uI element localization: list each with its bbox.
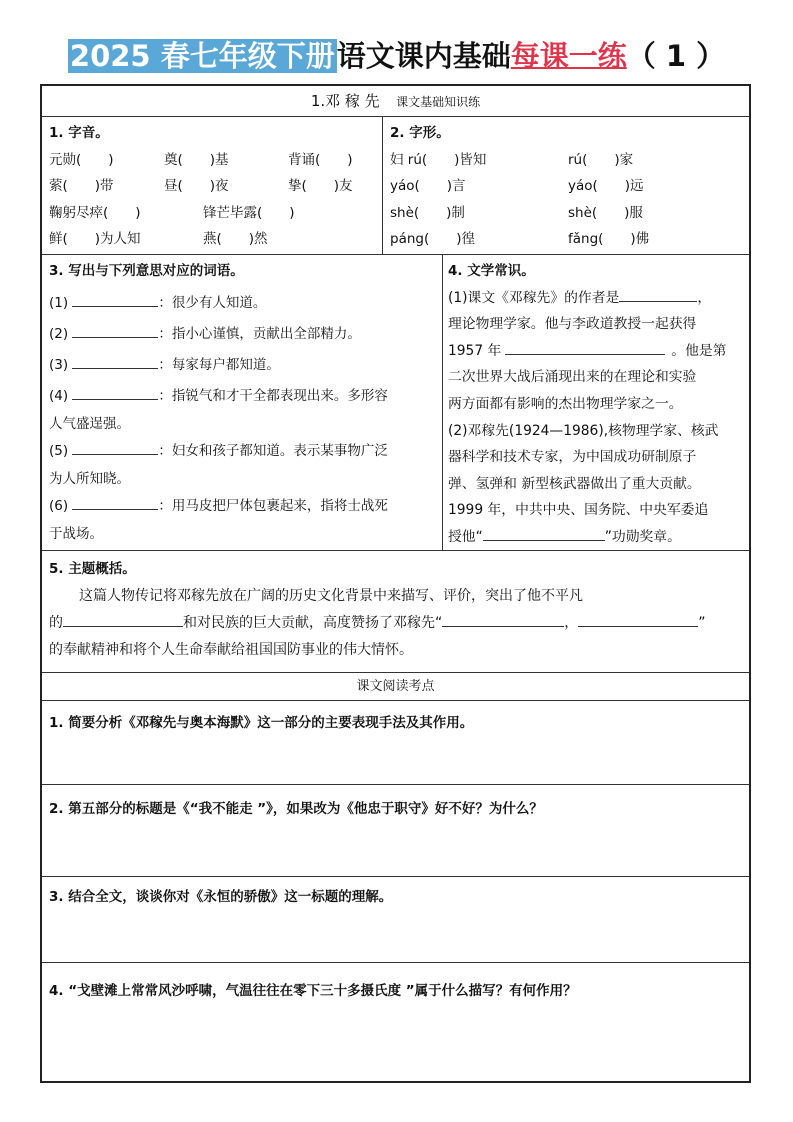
q1-row: 鲜( )为人知 燕( )然 [49,231,268,247]
worksheet [40,84,751,1083]
q1-row: 元勋( ) 奠( )基 背诵( ) [49,151,353,168]
q1-block [49,120,353,253]
answer-blank[interactable] [505,340,665,355]
answer-blank[interactable] [72,440,158,455]
answer-blank[interactable] [578,612,698,627]
reading-header: 课文阅读考点 [42,673,749,701]
title-subject: 语文课内基础 [336,39,511,73]
answer-blank[interactable] [619,287,697,302]
q4-block: 4. 文学常识。 (1)课文《邓稼先》的作者是 ， 理论物理学家。他与李政道教授一起获得 1957 年 。他是第 二次世界大战后涌现出来的在理论和实验 两方面都有影响的杰出物理学家之一。 (2)邓稼先(1924—1986),核物理学家、核武 器科学和技术专家，为中国成功研制原子 弹、氢弹和 新型核武器做出了重大贡献。 1999 年，中共中央、国务院、中央军委追 授他“ ”功勋奖章。 [448,258,726,551]
q1-heading: 1. 字音。 [49,125,109,141]
q1-row: 鞠躬尽瘁( ) 锋芒毕露( ) [49,204,295,221]
q2-block: 2. 字形。 妇 rú( )皆知 rú( )家 yáo( )言 yáo( )远 shè( )制 shè( )服 páng( )徨 fǎng( )佛 [390,120,649,253]
reading-question-4: 4. “戈壁滩上常常风沙呼啸，气温往往在零下三十多摄氏度 ”属于什么描写？有何作用？ [49,983,577,999]
q1-row: 萦( )带 昼( )夜 挚( )友 [49,178,353,194]
q3-heading: 3. 写出与下列意思对应的词语。 [49,263,244,279]
q4-heading: 4. 文学常识。 [448,263,535,279]
divider [442,255,443,551]
q5-heading: 5. 主题概括。 [49,561,136,577]
title-grade: 2025 春七年级下册 [69,39,335,73]
lesson-title: 1.邓 稼 先 [310,92,380,110]
q2-heading: 2. 字形。 [390,125,450,141]
answer-blank[interactable] [72,495,158,510]
reading-question-3: 3. 结合全文，谈谈你对《永恒的骄傲》这一标题的理解。 [42,877,749,963]
title-number: （ 1 ） [626,39,726,73]
lesson-subtitle: 课文基础知识练 [396,95,481,109]
q5-block: 5. 主题概括。 这篇人物传记将邓稼先放在广阔的历史文化背景中来描写、评价，突出了他不平凡 的 和对民族的巨大贡献，高度赞扬了邓稼先“ ， ” 的奉献精神和将个人生命奉献给祖国国防事业的伟大情怀。 [49,556,706,664]
answer-blank[interactable] [63,612,183,627]
answer-blank[interactable] [72,323,158,338]
reading-question-1: 1. 简要分析《邓稼先与奥本海默》这一部分的主要表现手法及其作用。 [42,701,749,785]
divider [382,117,383,255]
page-title [0,34,793,78]
lesson-header [42,86,749,117]
q3-block: 3. 写出与下列意思对应的词语。 (1) ：很少有人知道。 (2) ：指小心谨慎，贡献出全部精力。 (3) ：每家每户都知道。 (4) ：指锐气和才干全都表现出来。多形容 人气盛逞强。 (5) ：妇女和孩子都知道。表示某事物广泛 为人所知晓。 (6) ：用马皮把尸体包裹起来，指将士战死 于战场。 [49,258,388,546]
answer-blank[interactable] [483,526,605,541]
title-series: 每课一练 [510,39,627,73]
answer-blank[interactable] [72,292,158,307]
answer-blank[interactable] [442,612,564,627]
answer-blank[interactable] [72,354,158,369]
answer-blank[interactable] [72,385,158,400]
reading-question-2: 2. 第五部分的标题是《“我不能走 ”》，如果改为《他忠于职守》好不好？为什么？ [42,785,749,877]
